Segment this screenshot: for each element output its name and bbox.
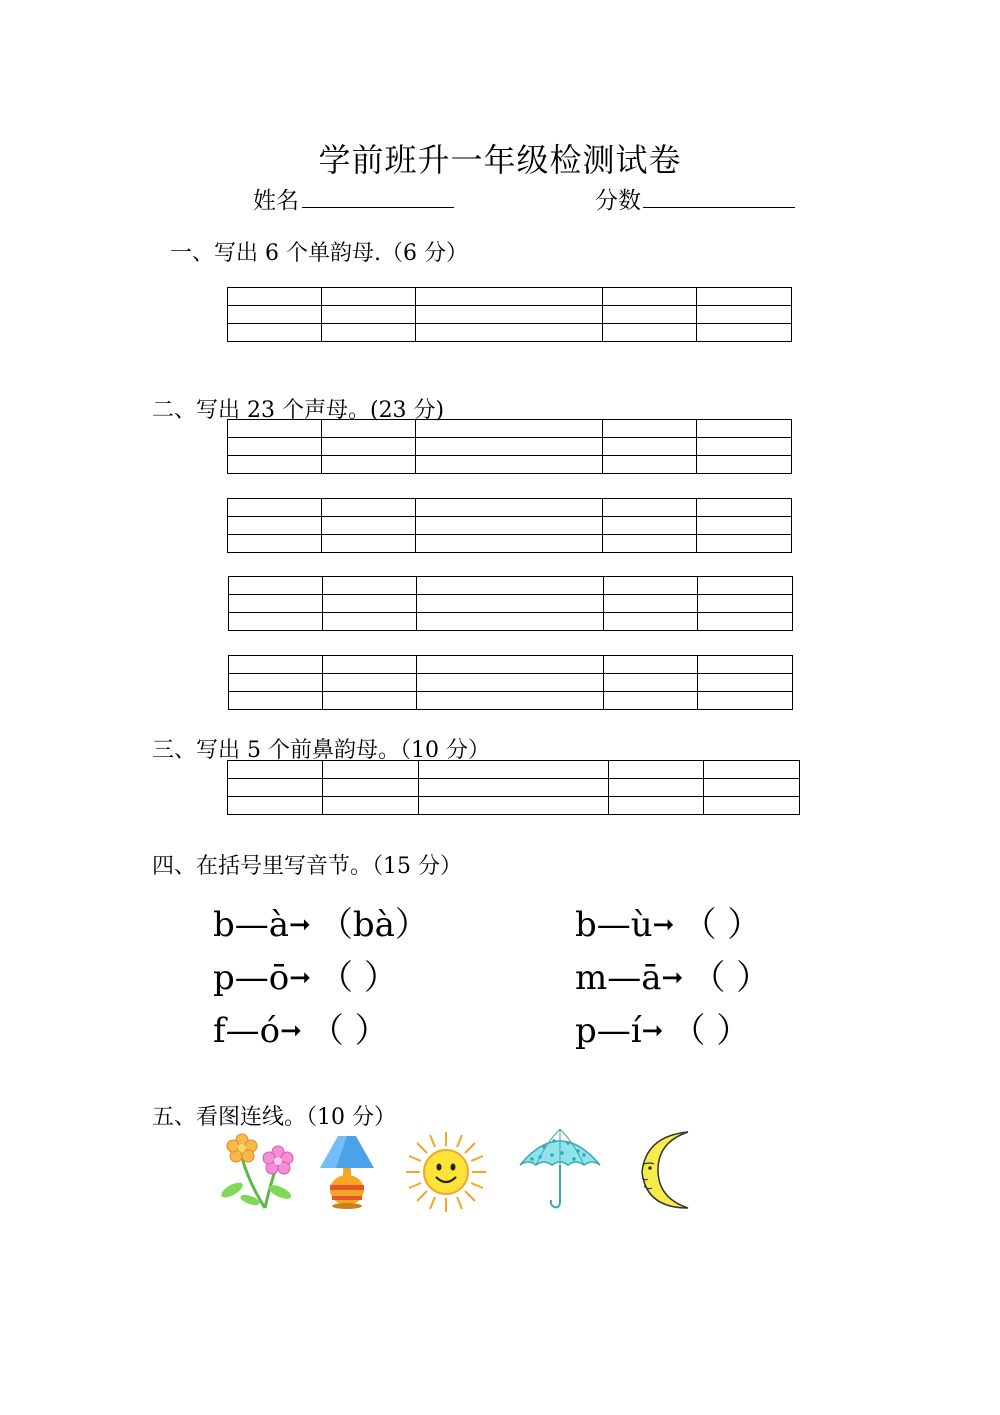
answer-grid-2d xyxy=(228,655,793,710)
arrow-icon: ➞ xyxy=(280,1016,302,1046)
syllable-answer[interactable]: （ ） xyxy=(691,958,771,998)
answer-grid-2a xyxy=(227,419,792,474)
grid-row xyxy=(229,577,793,595)
grid-row xyxy=(228,420,792,438)
grid-row xyxy=(228,779,800,797)
flower-icon[interactable] xyxy=(220,1130,300,1212)
arrow-icon: ➞ xyxy=(641,1016,664,1046)
sun-icon[interactable] xyxy=(404,1130,488,1214)
syllable-row xyxy=(575,897,761,946)
grid-row xyxy=(229,613,793,631)
syllable-row xyxy=(213,897,429,946)
section-4-heading: 四、在括号里写音节。（15 分） xyxy=(152,854,462,879)
syllable-answer[interactable]: （ ） xyxy=(319,958,398,998)
grid-row xyxy=(228,438,792,456)
section-5-heading: 五、看图连线。（10 分） xyxy=(152,1105,396,1130)
grid-row xyxy=(228,288,792,306)
syllable-row xyxy=(575,950,770,999)
grid-row xyxy=(228,324,792,342)
section-1-heading: 一、写出 6 个单韵母.（6 分） xyxy=(170,241,468,266)
syllable-parts: p—í xyxy=(575,1011,642,1051)
syllable-row xyxy=(213,1003,389,1052)
score-label: 分数 xyxy=(595,188,641,214)
grid-row xyxy=(228,456,792,474)
grid-row xyxy=(228,797,800,815)
section-3-heading: 三、写出 5 个前鼻韵母。（10 分） xyxy=(152,738,490,763)
syllable-parts: m—ā xyxy=(575,958,662,998)
answer-grid-1 xyxy=(227,287,792,342)
syllable-parts: f—ó xyxy=(213,1011,281,1051)
grid-row xyxy=(228,761,800,779)
arrow-icon: ➞ xyxy=(661,963,684,993)
syllable-answer[interactable]: （ ） xyxy=(682,905,762,945)
grid-row xyxy=(228,499,792,517)
page-title: 学前班升一年级检测试卷 xyxy=(318,141,682,179)
syllable-parts: p—ō xyxy=(213,958,290,998)
moon-icon[interactable] xyxy=(628,1128,698,1212)
arrow-icon: ➞ xyxy=(289,963,312,993)
syllable-row xyxy=(213,950,398,999)
syllable-parts: b—à xyxy=(213,905,290,945)
grid-row xyxy=(229,674,793,692)
grid-row xyxy=(228,517,792,535)
syllable-row xyxy=(575,1003,750,1052)
syllable-answer[interactable]: （ ） xyxy=(671,1011,751,1051)
grid-row xyxy=(229,595,793,613)
syllable-answer[interactable]: （bà） xyxy=(318,905,429,945)
name-field[interactable] xyxy=(302,207,454,208)
grid-row xyxy=(228,306,792,324)
umbrella-icon[interactable] xyxy=(518,1125,602,1211)
arrow-icon: ➞ xyxy=(652,910,675,940)
answer-grid-2b xyxy=(227,498,792,553)
grid-row xyxy=(229,692,793,710)
answer-grid-2c xyxy=(228,576,793,631)
arrow-icon: ➞ xyxy=(289,910,311,940)
section-2-heading: 二、写出 23 个声母。(23 分) xyxy=(152,398,445,423)
syllable-answer[interactable]: （ ） xyxy=(309,1011,389,1051)
lamp-icon[interactable] xyxy=(318,1132,376,1210)
grid-row xyxy=(228,535,792,553)
name-label: 姓名 xyxy=(253,188,299,214)
syllable-parts: b—ù xyxy=(575,905,653,945)
answer-grid-3 xyxy=(227,760,800,815)
score-field[interactable] xyxy=(643,207,795,208)
grid-row xyxy=(229,656,793,674)
